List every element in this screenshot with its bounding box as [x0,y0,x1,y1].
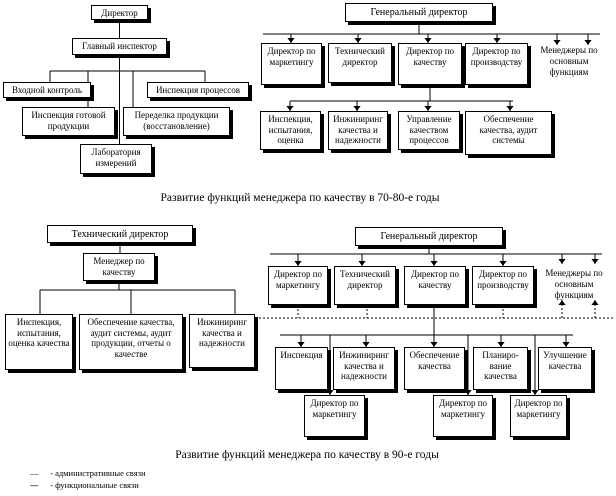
text-function-managers-2: Менеджеры по основным функциям [545,268,603,300]
dashed-line-symbol: ---- [30,480,38,490]
legend [30,467,146,491]
node-technical-director-3: Технический директор [334,266,396,305]
node-quality-planning: Планиро-вание качества [473,347,528,390]
node-director: Директор [91,5,148,20]
legend-func-label: - функциональные связи [50,480,139,490]
legend-admin-label: - административные связи [50,468,146,478]
node-quality-assurance-audits-reports: Обеспечение качества, аудит системы, аудит продукции, отчеты о качестве [79,314,183,370]
node-quality-assurance-system-audit: Обеспечение качества, аудит системы [465,111,552,155]
node-technical-director-1: Технический директор [328,43,392,83]
node-inspection-testing-quality: Инспекция, испытания, оценка качества [5,314,73,370]
node-quality-assurance: Обеспечение качества [404,347,465,390]
node-general-director-2: Генеральный директор [355,227,503,246]
node-production-director-1: Директор по производству [465,43,528,85]
solid-line-symbol: — [30,468,38,478]
node-quality-improvement: Улучшение качества [538,347,592,390]
node-process-quality-management: Управление качеством процессов [398,111,460,150]
node-marketing-director-sub-2: Директор по маркетингу [433,395,493,437]
node-incoming-control: Входной контроль [3,82,91,98]
node-quality-reliability-engineering-2: Инжиниринг качества и надежности [189,314,255,368]
node-finished-goods-inspection: Инспекция готовой продукции [22,107,115,136]
node-general-director-1: Генеральный директор [345,3,493,22]
node-quality-director-2: Директор по качеству [404,266,466,305]
node-quality-reliability-engineering-3: Инжиниринг качества и надежности [333,347,395,390]
node-quality-director-1: Директор по качеству [398,43,462,85]
node-production-director-2: Директор по производству [472,266,534,305]
node-marketing-director-2: Директор по маркетингу [268,266,328,305]
node-measurement-lab: Лаборатория измерений [80,144,152,174]
node-product-rework: Переделка продукции (восстановление) [123,107,230,136]
legend-admin-item [30,467,146,479]
caption-era-70-80: Развитие функций менеджера по качеству в 70-80-е годы [160,192,440,204]
caption-era-90: Развитие функций менеджера по качеству в 90-е годы [175,449,439,461]
node-marketing-director-sub-1: Директор по маркетингу [304,395,365,437]
node-marketing-director-sub-3: Директор по маркетингу [510,395,567,437]
node-process-inspection: Инспекция процессов [147,82,249,98]
node-inspection-testing-evaluation: Инспекция, испытания, оценка [260,111,321,150]
text-function-managers-1: Менеджеры по основным функциям [540,45,598,77]
node-quality-reliability-engineering-1: Инжиниринг качества и надежности [328,111,388,150]
node-quality-manager: Менеджер по качеству [83,253,155,281]
node-inspection: Инспекция [275,347,328,390]
node-chief-inspector: Главный инспектор [72,38,167,55]
node-marketing-director-1: Директор по маркетингу [261,43,322,85]
legend-func-item [30,479,146,491]
node-technical-director-2: Технический директор [47,225,193,243]
